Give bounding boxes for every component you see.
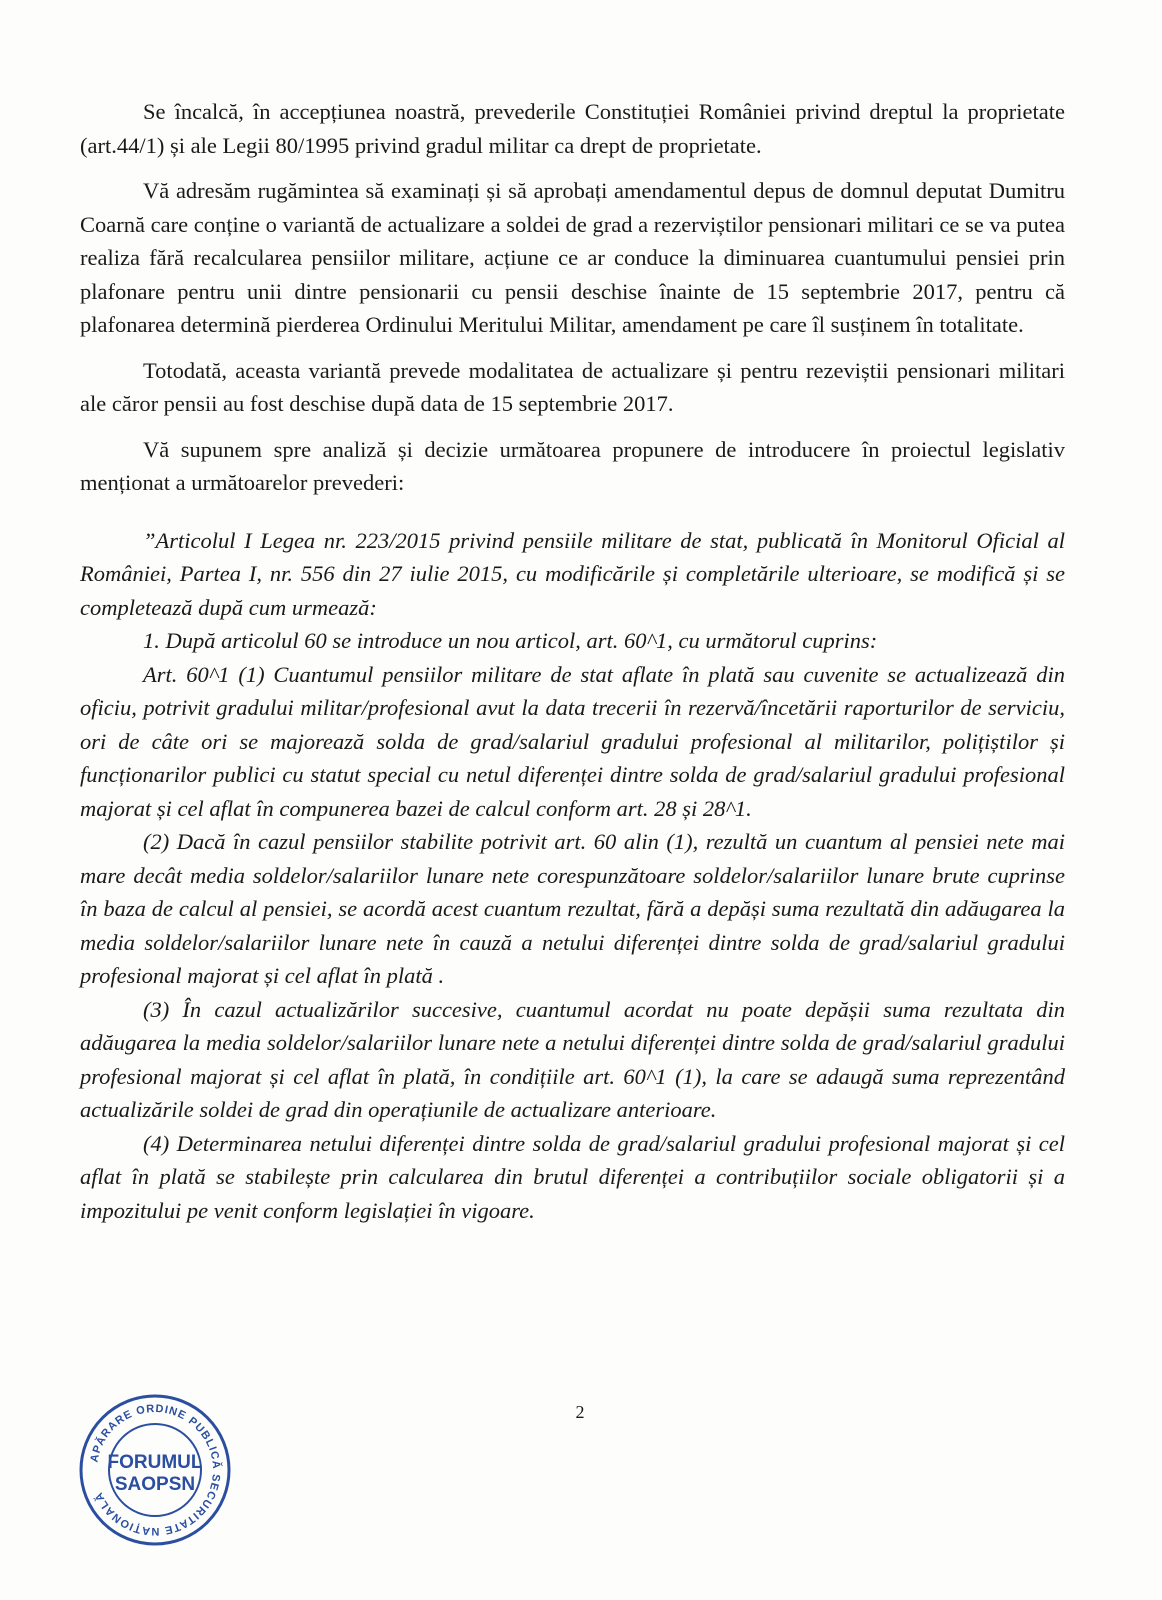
quote-article-header: ”Articolul I Legea nr. 223/2015 privind pensiile militare de stat, publicată în Monitorul Oficial al României, Partea I, nr. 556 din 27 iulie 2015, cu modificările și completările ulterioare, se modifică și se completează după cum urmează:	[80, 527, 1065, 620]
forum-saopsn-stamp	[75, 1390, 235, 1550]
quote-art-60-1-alin-1: Art. 60^1 (1) Cuantumul pensiilor militare de stat aflate în plată sau cuvenite se actualizează din oficiu, potrivit gradului militar/profesional avut la data trecerii în rezervă/încetării raporturilor de serviciu, ori de câte ori se majorează solda de grad/salariul gradului profesional al militarilor, polițiștilor și funcționarilor publici cu statut special cu netul diferenței dintre solda de grad/salariul gradului profesional majorat și cel aflat în compunerea bazei de calcul conform art. 28 și 28^1.	[80, 661, 1065, 821]
paragraph-amendment-request: Vă adresăm rugămintea să examinați și să aprobați amendamentul depus de domnul deputat Dumitru Coarnă care conține o variantă de actualizare a soldei de grad a rezerviștilor pensionari militari ce se va putea realiza fără recalcularea pensiilor militare, acțiune ce ar conduce la diminuarea cuantumului pensiei prin plafonare pentru unii dintre pensionarii cu pensii deschise înainte de 15 septembrie 2017, pentru că plafonarea determină pierderea Ordinului Meritului Militar, amendament pe care îl susținem în totalitate.	[80, 178, 1065, 337]
stamp-line-2: SAOPSN	[114, 1474, 196, 1495]
intro-section	[80, 95, 1065, 1227]
quote-alin-4: (4) Determinarea netului diferenței dintre solda de grad/salariul gradului profesional majorat și cel aflat în plată se stabilește prin calcularea din brutul diferenței a contribuțiilor sociale obligatorii și a impozitului pe venit conform legislației în vigoare.	[80, 1130, 1065, 1223]
paragraph-update-variant: Totodată, aceasta variantă prevede modalitatea de actualizare și pentru rezeviștii pensionari militari ale căror pensii au fost deschise după data de 15 septembrie 2017.	[80, 357, 1065, 416]
stamp-line-1: FORUMUL	[107, 1452, 203, 1473]
page-number: 2	[575, 1402, 585, 1422]
quote-alin-3: (3) În cazul actualizărilor succesive, cuantumul acordat nu poate depășii suma rezultata din adăugarea la media soldelor/salariilor lunare nete a netului diferenței dintre solda de grad/salariul gradului profesional majorat și cel aflat în plată, în condițiile art. 60^1 (1), la care se adaugă suma reprezentând actualizările soldei de grad din operațiunile de actualizare anterioare.	[80, 996, 1065, 1122]
quote-point-1: 1. După articolul 60 se introduce un nou articol, art. 60^1, cu următorul cuprins:	[143, 628, 878, 653]
quote-alin-2: (2) Dacă în cazul pensiilor stabilite potrivit art. 60 alin (1), rezultă un cuantum al pensiei nete mai mare decât media soldelor/salariilor lunare nete corespunzătoare soldelor/salariilor lunare brute cuprinse în baza de calcul al pensiei, se acordă acest cuantum rezultat, fără a depăși suma rezultată din adăugarea la media soldelor/salariilor lunare nete în cauză a netului diferenței dintre solda de grad/salariul gradului profesional majorat și cel aflat în plată .	[80, 829, 1065, 988]
stamp-ring-text: APĂRARE ORDINE PUBLICĂ SECURITATE NAȚIONALĂ	[88, 1402, 223, 1538]
paragraph-proposal-intro: Vă supunem spre analiză și decizie următoarea propunere de introducere în proiectul legislativ menționat a următoarelor prevederi:	[80, 436, 1065, 495]
paragraph-constitution: Se încalcă, în accepțiunea noastră, prevederile Constituției României privind dreptul la proprietate (art.44/1) și ale Legii 80/1995 privind gradul militar ca drept de proprietate.	[80, 99, 1065, 158]
